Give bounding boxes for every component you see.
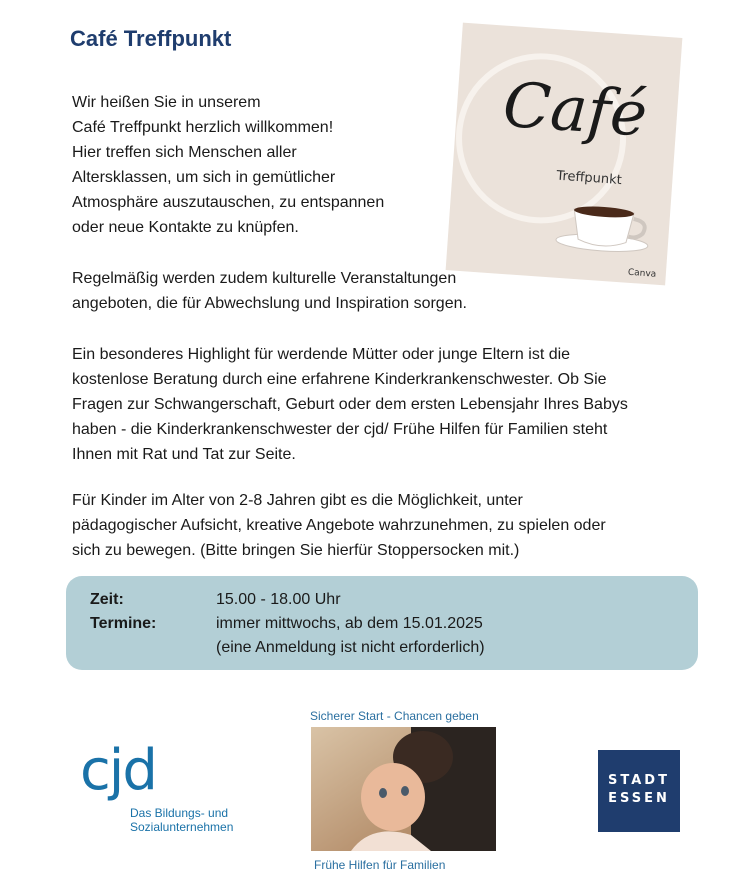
text-line: sich zu bewegen. (Bitte bringen Sie hierfür Stoppersocken mit.)	[72, 542, 520, 559]
intro-paragraph	[72, 90, 384, 240]
text-line: oder neue Kontakte zu knüpfen.	[72, 219, 299, 236]
stadt-text: STADT	[608, 773, 670, 788]
canva-credit-text: Canva	[627, 267, 657, 280]
children-paragraph	[72, 488, 606, 563]
essen-text: ESSEN	[608, 791, 670, 806]
termine-note: (eine Anmeldung ist nicht erforderlich)	[216, 639, 485, 656]
cjd-mark: cjd	[80, 738, 156, 803]
cafe-script-text: Café	[500, 67, 650, 151]
text-line: Ihnen mit Rat und Tat zur Seite.	[72, 446, 296, 463]
text-line: kostenlose Beratung durch eine erfahrene Kinderkrankenschwester. Ob Sie	[72, 371, 607, 388]
cafe-illustration	[440, 20, 688, 288]
sicherer-start-caption: Sicherer Start - Chancen geben	[310, 709, 479, 723]
text-line: Hier treffen sich Menschen aller	[72, 144, 297, 161]
text-line: Für Kinder im Alter von 2-8 Jahren gibt es die Möglichkeit, unter	[72, 492, 523, 509]
fruehe-hilfen-caption: Frühe Hilfen für Familien	[314, 858, 446, 872]
cjd-tagline-1: Das Bildungs- und	[130, 806, 229, 820]
mother-baby-photo	[311, 727, 496, 851]
text-line: haben - die Kinderkrankenschwester der cjd/ Frühe Hilfen für Familien steht	[72, 421, 608, 438]
text-line: Altersklassen, um sich in gemütlicher	[72, 169, 336, 186]
zeit-label: Zeit:	[90, 591, 124, 608]
text-line: Atmosphäre auszutauschen, zu entspannen	[72, 194, 385, 211]
events-paragraph	[72, 266, 467, 316]
termine-value: immer mittwochs, ab dem 15.01.2025	[216, 615, 483, 632]
text-line: Fragen zur Schwangerschaft, Geburt oder dem ersten Lebensjahr Ihres Babys	[72, 396, 628, 413]
cjd-tagline-2: Sozialunternehmen	[130, 820, 234, 834]
page-title: Café Treffpunkt	[70, 26, 232, 51]
text-line: Ein besonderes Highlight für werdende Mütter oder junge Eltern ist die	[72, 346, 571, 363]
text-line: Wir heißen Sie in unserem	[72, 94, 261, 111]
termine-label: Termine:	[90, 615, 157, 632]
stadt-essen-logo	[598, 750, 680, 832]
text-line: Café Treffpunkt herzlich willkommen!	[72, 119, 334, 136]
cafe-subtitle-text: Treffpunkt	[555, 168, 623, 189]
text-line: pädagogischer Aufsicht, kreative Angebote wahrzunehmen, zu spielen oder	[72, 517, 606, 534]
zeit-value: 15.00 - 18.00 Uhr	[216, 591, 341, 608]
cjd-logo	[80, 738, 260, 842]
text-line: Regelmäßig werden zudem kulturelle Veranstaltungen	[72, 270, 457, 287]
info-box	[66, 576, 698, 670]
text-line: angeboten, die für Abwechslung und Inspiration sorgen.	[72, 295, 467, 312]
nurse-paragraph	[72, 342, 628, 467]
